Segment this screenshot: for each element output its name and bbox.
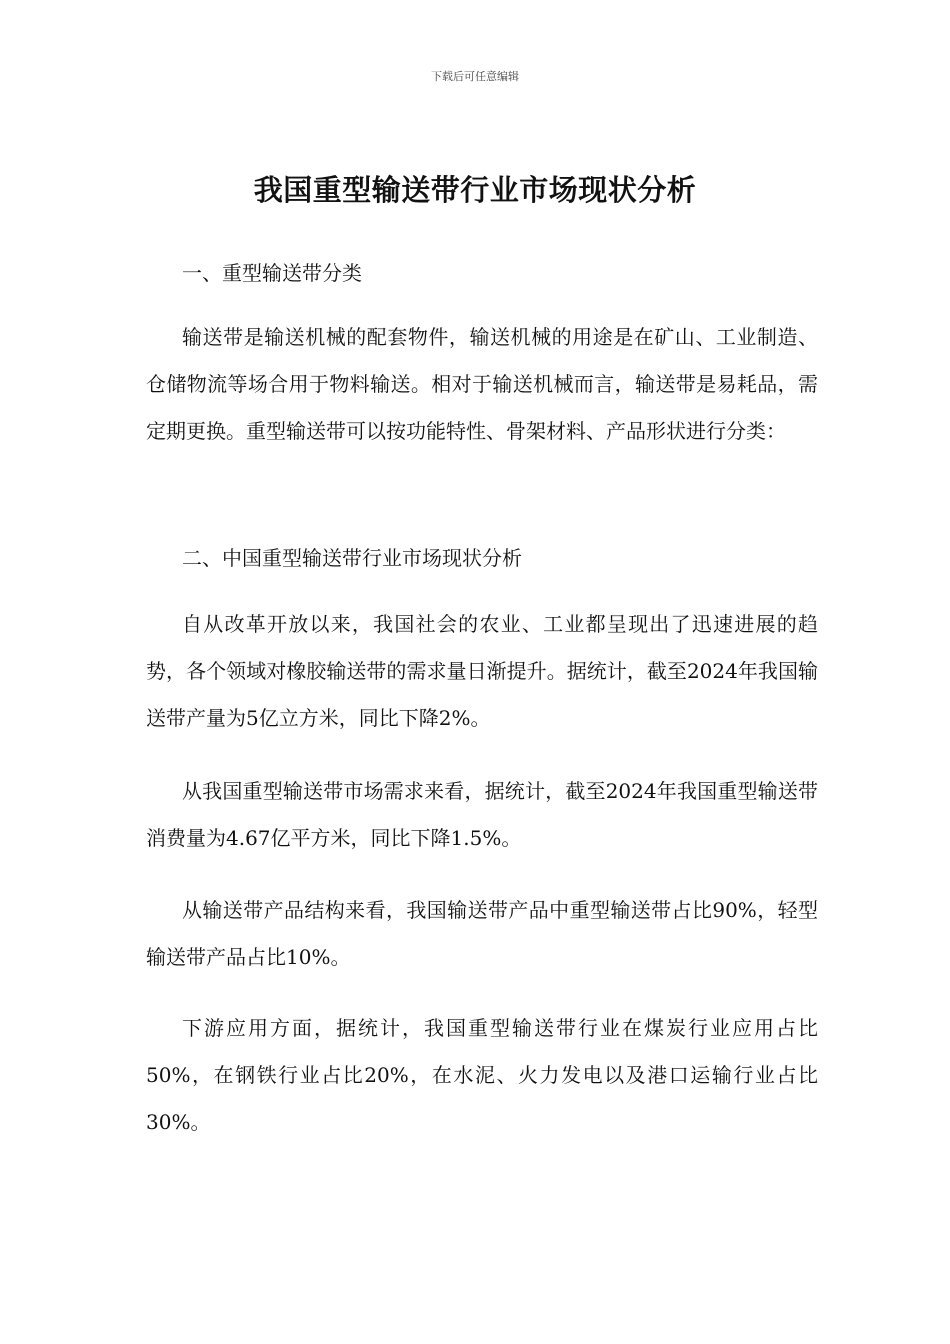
paragraph-downstream-application: 下游应用方面，据统计，我国重型输送带行业在煤炭行业应用占比50%，在钢铁行业占比20%，在水泥、火力发电以及港口运输行业占比30%。 <box>146 1016 818 1134</box>
header-note: 下载后可任意编辑 <box>431 70 519 83</box>
paragraph-demand: 从我国重型输送带市场需求来看，据统计，截至2024年我国重型输送带消费量为4.67亿平方米，同比下降1.5%。 <box>146 779 818 850</box>
paragraph-classification-intro: 输送带是输送机械的配套物件，输送机械的用途是在矿山、工业制造、仓储物流等场合用于物料输送。相对于输送机械而言，输送带是易耗品，需定期更换。重型输送带可以按功能特性、骨架材料、产品形状进行分类： <box>146 325 818 443</box>
paragraph-product-structure: 从输送带产品结构来看，我国输送带产品中重型输送带占比90%，轻型输送带产品占比10%。 <box>146 898 818 969</box>
paragraph-production: 自从改革开放以来，我国社会的农业、工业都呈现出了迅速进展的趋势，各个领域对橡胶输送带的需求量日渐提升。据统计，截至2024年我国输送带产量为5亿立方米，同比下降2%。 <box>146 612 818 730</box>
section-heading-classification: 一、重型输送带分类 <box>182 261 362 285</box>
section-heading-market-status: 二、中国重型输送带行业市场现状分析 <box>182 546 522 570</box>
document-title: 我国重型输送带行业市场现状分析 <box>253 173 697 207</box>
